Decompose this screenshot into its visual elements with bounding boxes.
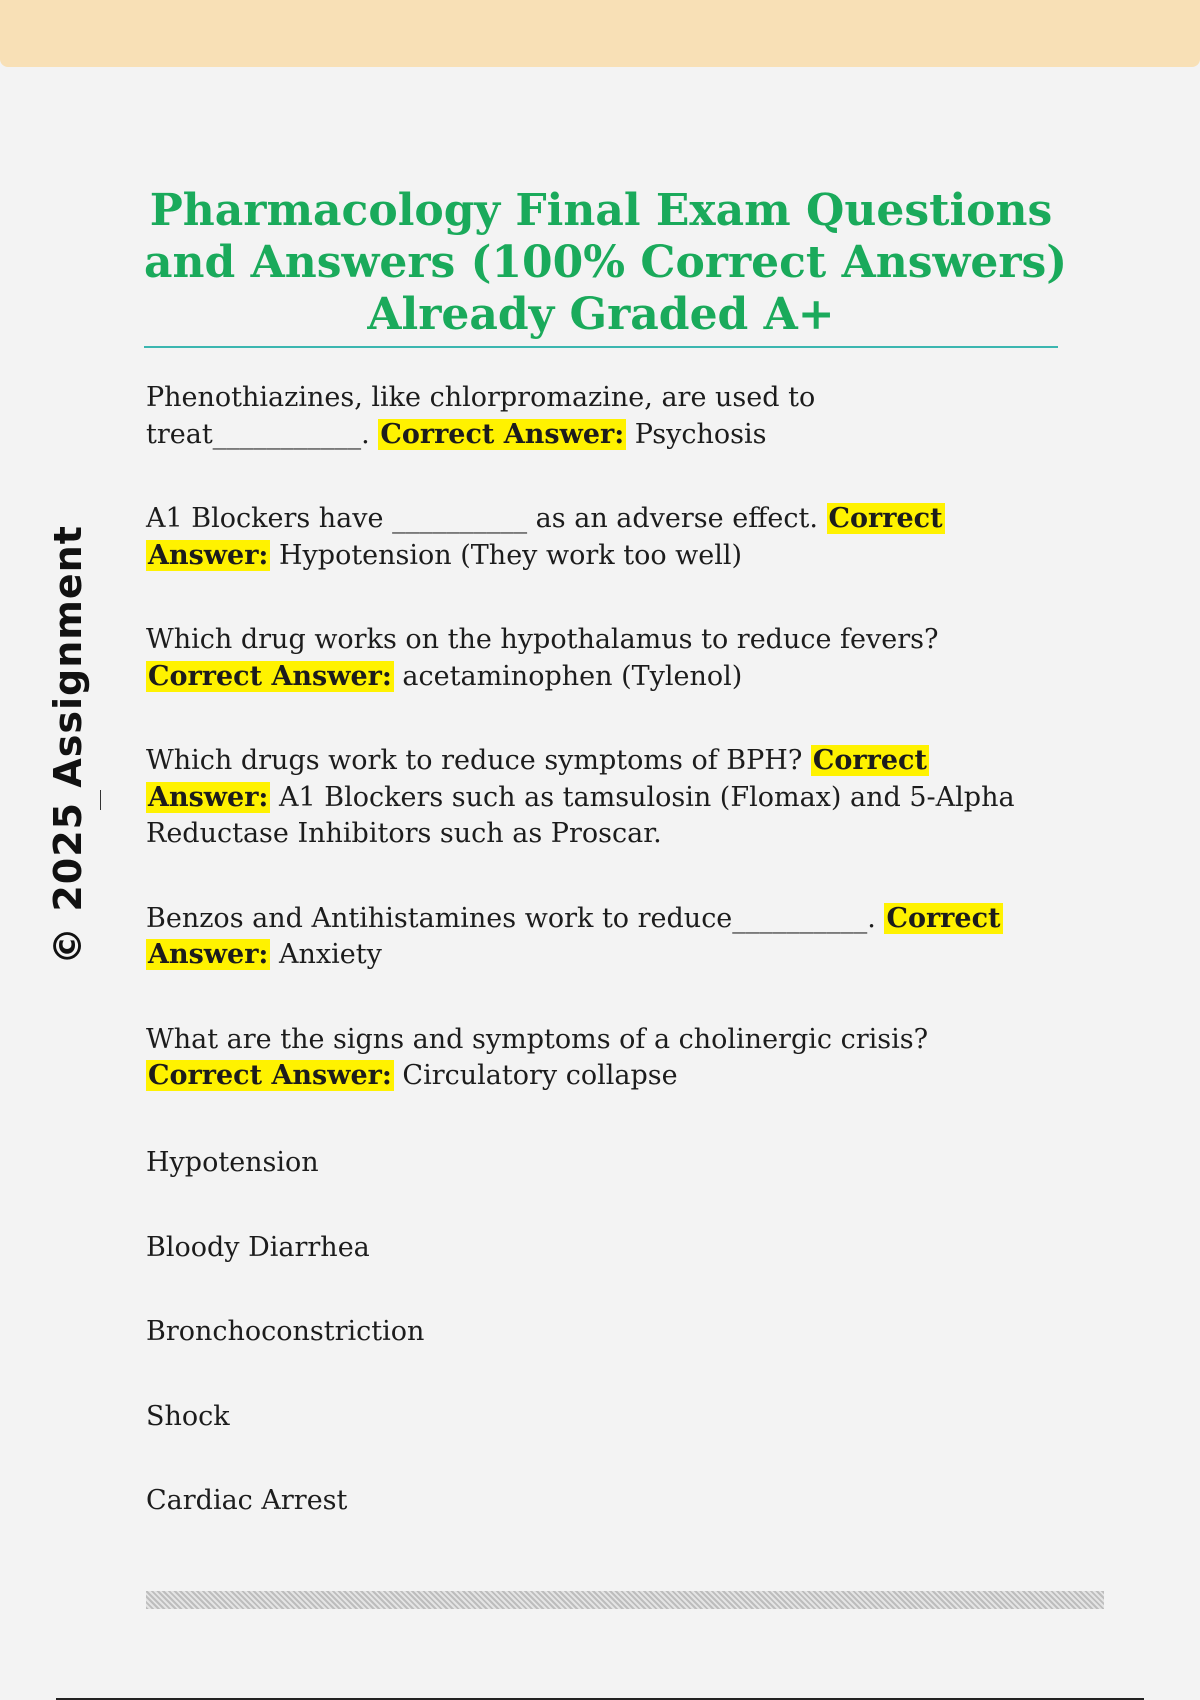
answer-text: Hypotension (They work too well)	[270, 539, 743, 571]
question-text: treat___________.	[146, 418, 379, 450]
symptom-list	[146, 1145, 1046, 1568]
top-banner	[0, 0, 1200, 67]
qa-item	[146, 901, 1066, 974]
qa-list	[146, 380, 1066, 1143]
side-tick	[100, 790, 101, 810]
title-underline	[144, 346, 1058, 348]
answer-label: Answer:	[148, 539, 269, 571]
answer-text: Psychosis	[626, 418, 767, 450]
list-item: Shock	[146, 1400, 230, 1432]
qa-item	[146, 743, 1066, 853]
question-line	[146, 417, 1066, 454]
answer-label: Correct Answer:	[380, 418, 625, 450]
qa-item	[146, 501, 1066, 574]
question-line	[146, 1022, 1066, 1059]
question-line	[146, 816, 1066, 853]
answer-label: Answer:	[148, 781, 269, 813]
answer-label: Correct Answer:	[148, 660, 392, 692]
title-line: Already Graded A+	[367, 289, 835, 340]
question-line	[146, 380, 1066, 417]
question-text: Benzos and Antihistamines work to reduce__________.	[146, 902, 885, 934]
question-line	[146, 937, 1066, 974]
question-text: Which drug works on the hypothalamus to reduce fevers?	[146, 624, 939, 655]
question-text: What are the signs and symptoms of a cholinergic crisis?	[146, 1023, 929, 1055]
page-title	[144, 185, 1068, 341]
question-text: A1 Blockers have __________ as an adverse effect.	[146, 503, 827, 534]
list-item: Bloody Diarrhea	[146, 1231, 370, 1263]
qa-item	[146, 380, 1066, 453]
question-line	[146, 538, 1066, 575]
qa-item	[146, 1022, 1066, 1095]
title-line: Pharmacology Final Exam Questions	[149, 185, 1053, 236]
answer-text: Reductase Inhibitors such as Proscar.	[146, 818, 662, 849]
list-item: Cardiac Arrest	[146, 1485, 348, 1516]
answer-text: acetaminophen (Tylenol)	[393, 660, 743, 692]
answer-text: Anxiety	[270, 939, 382, 970]
question-line	[146, 501, 1066, 538]
question-line	[146, 743, 1066, 780]
question-text: Phenothiazines, like chlorpromazine, are used to	[146, 382, 816, 413]
answer-text: Circulatory collapse	[393, 1060, 678, 1091]
answer-label: Correct	[886, 902, 1001, 934]
list-item: Bronchoconstriction	[146, 1316, 425, 1347]
question-line	[146, 1058, 1066, 1095]
answer-label: Correct Answer:	[148, 1060, 392, 1091]
question-line	[146, 659, 1066, 696]
question-line	[146, 901, 1066, 938]
question-text: Which drugs work to reduce symptoms of BPH?	[146, 745, 811, 776]
answer-label: Answer:	[148, 939, 269, 970]
question-line	[146, 622, 1066, 659]
blurred-content-stripe	[146, 1591, 1104, 1609]
answer-text: A1 Blockers such as tamsulosin (Flomax) and 5-Alpha	[270, 781, 1015, 813]
list-item: Hypotension	[146, 1147, 319, 1178]
answer-label: Correct	[812, 745, 927, 776]
watermark: © 2025 Assignment	[46, 525, 90, 965]
qa-item	[146, 622, 1066, 695]
question-line	[146, 780, 1066, 817]
answer-label: Correct	[828, 503, 943, 534]
title-line: and Answers (100% Correct Answers)	[144, 237, 1068, 288]
